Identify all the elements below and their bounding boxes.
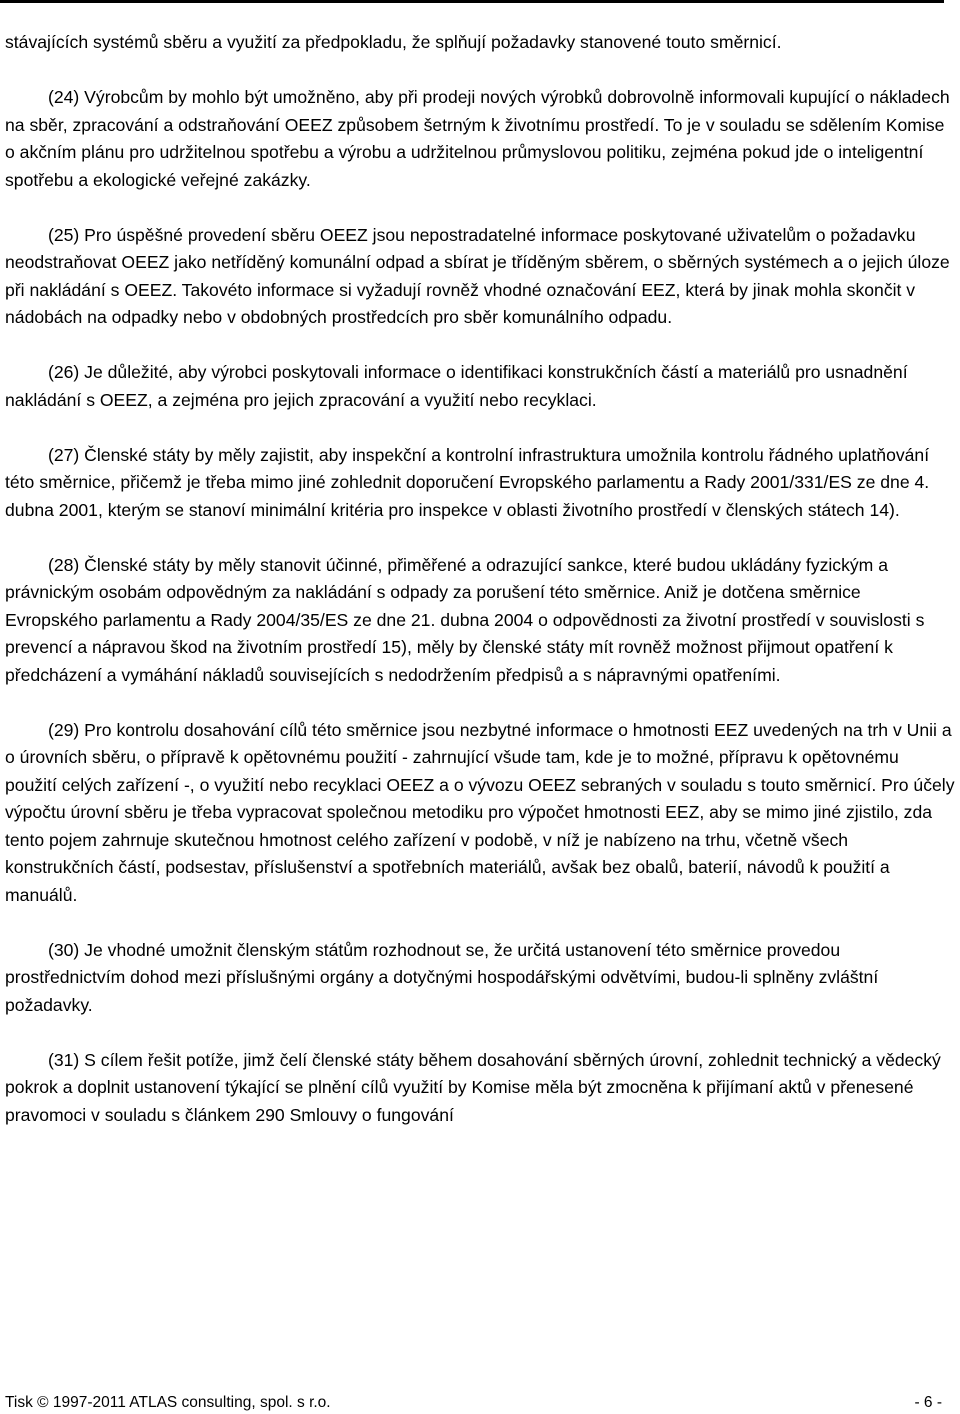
paragraph-27: (27) Členské státy by měly zajistit, aby inspekční a kontrolní infrastruktura umožnila kontrolu řádného uplatňování této směrnice, přičemž je třeba mimo jiné zohlednit doporučení Evropského parlamentu a Rady 2001/331/ES ze dne 4. dubna 2001, kterým se stanoví minimální kritéria pro inspekce v oblasti životního prostředí v členských státech 14). bbox=[5, 444, 930, 520]
footer-copyright: Tisk © 1997-2011 ATLAS consulting, spol. s r.o. bbox=[5, 1394, 331, 1411]
page-footer bbox=[5, 1393, 942, 1413]
document-body bbox=[5, 29, 955, 1157]
paragraph-30: (30) Je vhodné umožnit členským státům rozhodnout se, že určitá ustanovení této směrnice provedou prostřednictvím dohod mezi příslušnými orgány a dotyčnými hospodářskými odvětvími, budou-li splněny zvláštní požadavky. bbox=[5, 939, 879, 1015]
top-rule bbox=[0, 0, 944, 3]
paragraph-28: (28) Členské státy by měly stanovit účinné, přiměřené a odrazující sankce, které budou ukládány fyzickým a právnickým osobám odpovědným za nakládání s odpady za porušení této směrnice. Aniž je dotčena směrnice Evropského parlamentu a Rady 2004/35/ES ze dne 21. dubna 2004 o odpovědnosti za životní prostředí v souvislosti s prevencí a nápravou škod na životním prostředí 15), měly by členské státy mít rovněž možnost přijmout opatření k předcházení a vymáhání nákladů souvisejících s nedodržením předpisů a s nápravnými opatřeními. bbox=[5, 554, 925, 685]
paragraph-26: (26) Je důležité, aby výrobci poskytovali informace o identifikaci konstrukčních částí a materiálů pro usnadnění nakládání s OEEZ, a zejména pro jejich zpracování a využití nebo recyklaci. bbox=[5, 362, 908, 410]
paragraph-25: (25) Pro úspěšné provedení sběru OEEZ jsou nepostradatelné informace poskytované uživatelům o požadavku neodstraňovat OEEZ jako netříděný komunální odpad a sbírat je tříděným sběrem, o sběrných systémech a o jejich úloze při nakládání s OEEZ. Takovéto informace si vyžadují rovněž vhodné označování EEZ, která by jinak mohla skončit v nádobách na odpadky nebo v obdobných prostředcích pro sběr komunálního odpadu. bbox=[5, 224, 950, 327]
paragraph-29: (29) Pro kontrolu dosahování cílů této směrnice jsou nezbytné informace o hmotnosti EEZ uvedených na trh v Unii a o úrovních sběru, o přípravě k opětovnému použití - zahrnující všude tam, kde je to možné, přípravu k opětovnému použití celých zařízení -, o využití nebo recyklaci OEEZ a o vývozu OEEZ sebraných v souladu s touto směrnicí. Pro účely výpočtu úrovní sběru je třeba vypracovat společnou metodiku pro výpočet hmotnosti EEZ, aby se mimo jiné zjistilo, zda tento pojem zahrnuje skutečnou hmotnost celého zařízení v podobě, v níž je nabízeno na trhu, včetně všech konstrukčních částí, podsestav, příslušenství a spotřebních materiálů, avšak bez obalů, baterií, návodů k použití a manuálů. bbox=[5, 719, 955, 905]
paragraph-31: (31) S cílem řešit potíže, jimž čelí členské státy během dosahování sběrných úrovní, zohlednit technický a vědecký pokrok a doplnit ustanovení týkající se plnění cílů využití by Komise měla být zmocněna k přijímaní aktů v přenesené pravomoci v souladu s článkem 290 Smlouvy o fungování bbox=[5, 1049, 941, 1125]
page-number: - 6 - bbox=[914, 1394, 942, 1411]
paragraph-continuation: stávajících systémů sběru a využití za předpokladu, že splňují požadavky stanovené touto směrnicí. bbox=[5, 32, 782, 52]
paragraph-24: (24) Výrobcům by mohlo být umožněno, aby při prodeji nových výrobků dobrovolně informovali kupující o nákladech na sběr, zpracování a odstraňování OEEZ způsobem šetrným k životnímu prostředí. To je v souladu se sdělením Komise o akčním plánu pro udržitelnou spotřebu a výrobu a udržitelnou průmyslovou politiku, zejména pokud jde o inteligentní spotřebu a ekologické veřejné zakázky. bbox=[5, 87, 950, 190]
